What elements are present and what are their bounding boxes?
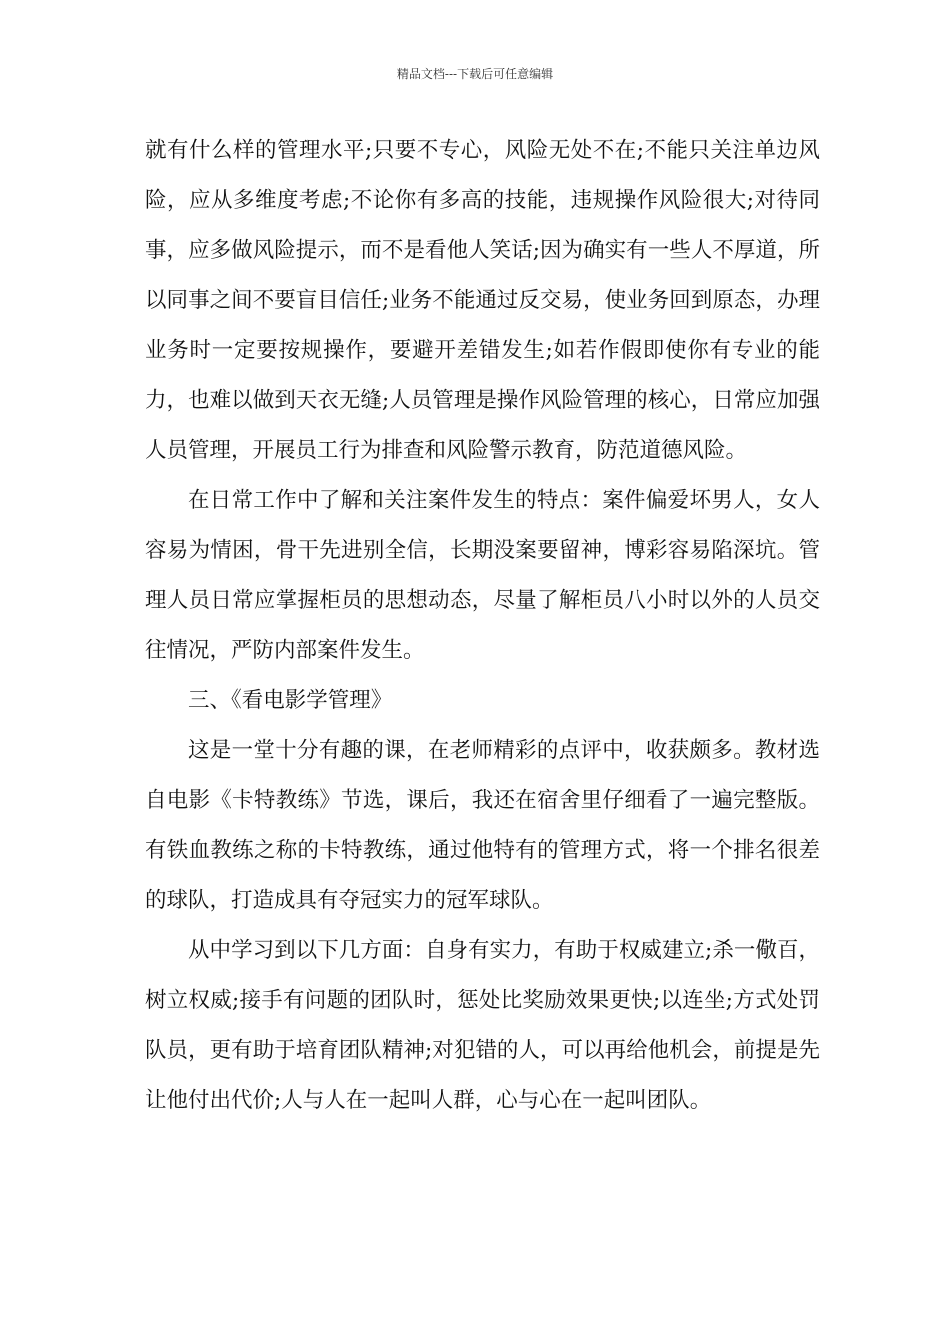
page-header: 精品文档---下载后可任意编辑: [396, 67, 554, 81]
document-body: [145, 126, 820, 1126]
paragraph-lessons-learned: 从中学习到以下几方面：自身有实力，有助于权威建立;杀一儆百，树立权威;接手有问题的团队时，惩处比奖励效果更快;以连坐;方式处罚队员，更有助于培育团队精神;对犯错的人，可以再给他机会，前提是先让他付出代价;人与人在一起叫人群，心与心在一起叫团队。: [145, 938, 820, 1113]
section-heading: 三、《看电影学管理》: [188, 688, 393, 713]
paragraph-movie-lesson: 这是一堂十分有趣的课，在老师精彩的点评中，收获颇多。教材选自电影《卡特教练》节选，课后，我还在宿舍里仔细看了一遍完整版。有铁血教练之称的卡特教练，通过他特有的管理方式，将一个排名很差的球队，打造成具有夺冠实力的冠军球队。: [145, 738, 820, 913]
paragraph-continued: 就有什么样的管理水平;只要不专心，风险无处不在;不能只关注单边风险，应从多维度考虑;不论你有多高的技能，违规操作风险很大;对待同事，应多做风险提示，而不是看他人笑话;因为确实有一些人不厚道，所以同事之间不要盲目信任;业务不能通过反交易，使业务回到原态，办理业务时一定要按规操作，要避开差错发生;如若作假即使你有专业的能力，也难以做到天衣无缝;人员管理是操作风险管理的核心，日常应加强人员管理，开展员工行为排查和风险警示教育，防范道德风险。: [145, 138, 820, 463]
paragraph-case-features: 在日常工作中了解和关注案件发生的特点：案件偏爱坏男人，女人容易为情困，骨干先进别全信，长期没案要留神，博彩容易陷深坑。管理人员日常应掌握柜员的思想动态，尽量了解柜员八小时以外的人员交往情况，严防内部案件发生。: [145, 488, 820, 663]
